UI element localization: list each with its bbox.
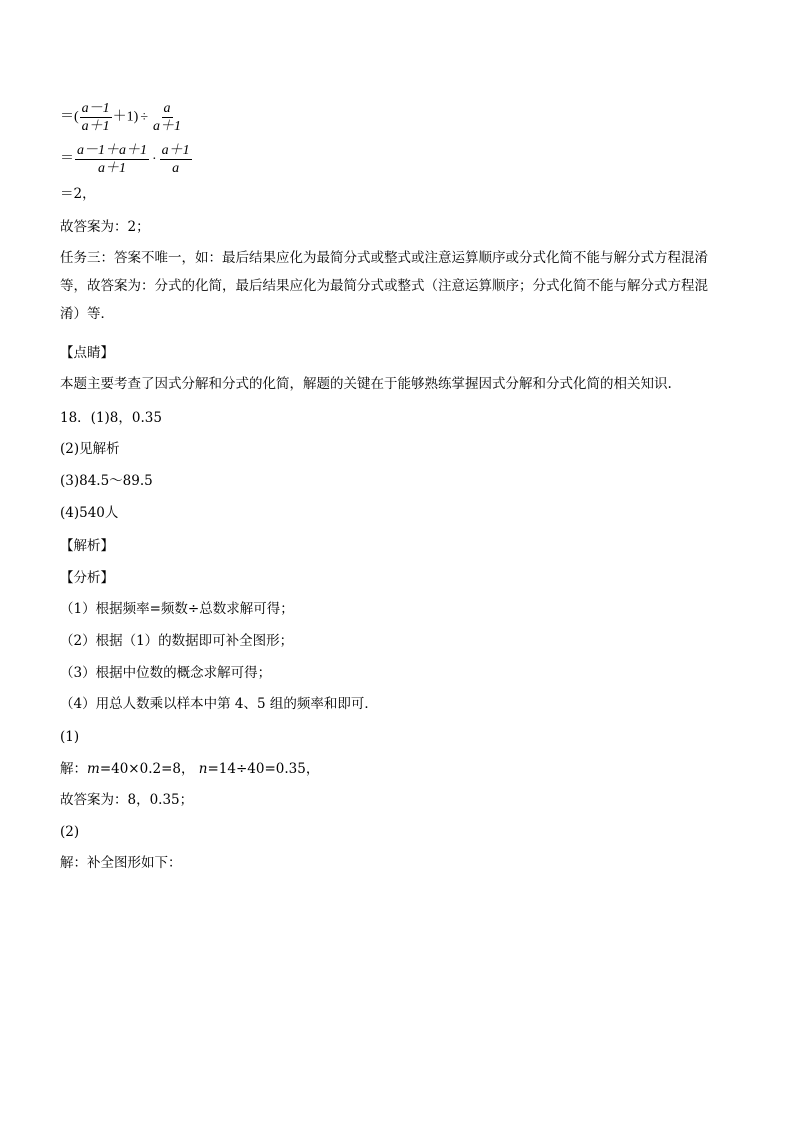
var-m: m — [87, 761, 100, 777]
eq2-prefix: ＝ — [60, 151, 74, 167]
fenxi-heading: 【分析】 — [60, 570, 114, 586]
part1-solution: 解：m=40×0.2=8， n=14÷40=0.35， — [60, 761, 320, 777]
eq1-prefix: ＝( — [60, 109, 79, 125]
part2-solution: 解：补全图形如下： — [60, 855, 182, 871]
q18-answer-2: (2)见解析 — [60, 441, 120, 457]
task2-answer: 故答案为：2； — [60, 219, 150, 235]
q18-answer-4: (4)540人 — [60, 505, 119, 521]
q18-answer-1: 18．(1)8，0.35 — [60, 410, 162, 426]
equation-line-1 — [60, 100, 184, 135]
jiexi-heading: 【解析】 — [60, 538, 114, 554]
analysis-item-3: （3）根据中位数的概念求解可得； — [60, 665, 272, 681]
eq1-mid: ＋1) — [112, 109, 139, 125]
fraction-a-plus-1-over-a: $\frac{a+1}{a}$ — [161, 143, 190, 176]
equation-line-3: ＝2， — [60, 186, 96, 202]
task3-paragraph: 任务三：答案不唯一，如：最后结果应化为最简分式或整式或注意运算顺序或分式化简不能与解分式方程混淆等，故答案为：分式的化简，最后结果应化为最简分式或整式（注意运算顺序；分式化简不能与解分式方程混淆）等． — [60, 250, 708, 322]
fraction-a-minus-1-over-a-plus-1: $\frac{a-1}{a+1}$ — [81, 101, 110, 134]
part1-label: (1) — [60, 729, 80, 745]
analysis-item-2: （2）根据（1）的数据即可补全图形； — [60, 633, 294, 649]
dianjing-heading: 【点睛】 — [60, 345, 114, 361]
equation-line-2 — [60, 142, 193, 177]
analysis-item-1: （1）根据频率=频数÷总数求解可得； — [60, 601, 294, 617]
q18-answer-3: (3)84.5～89.5 — [60, 473, 153, 489]
analysis-item-4: （4）用总人数乘以样本中第 4、5 组的频率和即可． — [60, 696, 378, 712]
multiply-dot: · — [152, 151, 157, 167]
dianjing-text: 本题主要考查了因式分解和分式的化简，解题的关键在于能够熟练掌握因式分解和分式化简的相关知识. — [60, 376, 672, 392]
part2-label: (2) — [60, 824, 80, 840]
var-n: n — [198, 761, 208, 777]
divide-sign: ÷ — [140, 109, 149, 125]
part1-answer: 故答案为：8，0.35； — [60, 792, 194, 808]
fraction-a-over-a-plus-1: $\frac{a}{a+1}$ — [153, 101, 182, 134]
fraction-sum-over-a-plus-1: $\frac{a-1+a+1}{a+1}$ — [77, 143, 147, 176]
